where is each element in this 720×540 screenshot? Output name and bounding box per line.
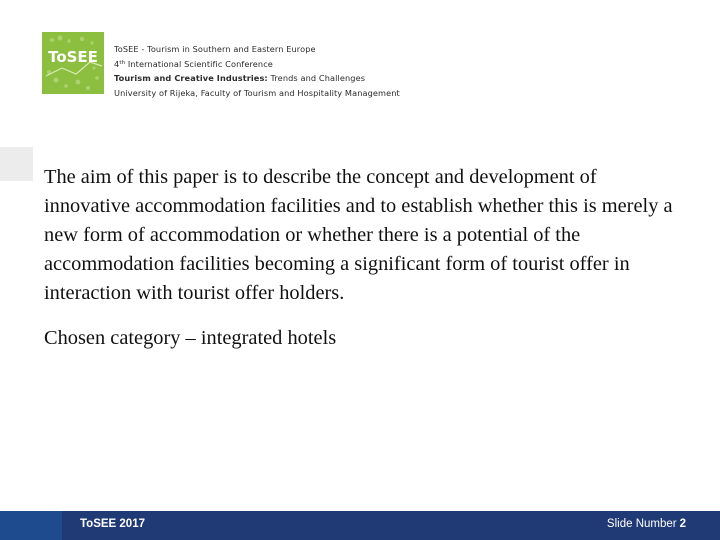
- header-line-3-bold: Tourism and Creative Industries:: [114, 73, 268, 84]
- header-line-2: [114, 57, 400, 72]
- header-line-3-text: Trends and Challenges: [267, 73, 366, 84]
- tosee-logo-graphic: [42, 32, 104, 94]
- slide-number: [607, 518, 686, 530]
- footer-event-label: ToSEE 2017: [80, 518, 145, 530]
- header-line-2-sup: th: [119, 59, 126, 66]
- body-paragraph-aim: The aim of this paper is to describe the concept and development of innovative accommodation facilities and to establish whether this is merely a new form of accommodation or whether there is a potential of the accommodation facilities becoming a significant form of tourist offer in interaction with tourist offer holders.: [44, 166, 673, 304]
- header-line-2-text: International Scientific Conference: [125, 58, 273, 69]
- conference-header: [114, 42, 400, 100]
- logo-text: ToSEE: [48, 48, 98, 66]
- slide-body: [44, 163, 684, 353]
- body-paragraph-category: Chosen category – integrated hotels: [44, 327, 337, 349]
- header-line-1: ToSEE - Tourism in Southern and Eastern Europe: [114, 44, 316, 54]
- tosee-logo: [42, 32, 104, 94]
- header-line-3: [114, 71, 400, 86]
- decorative-grey-tab: [0, 147, 33, 181]
- slide-number-value: 2: [679, 518, 686, 530]
- header-line-2-number: 4: [114, 58, 120, 69]
- slide-number-label: Slide Number: [606, 518, 677, 530]
- footer-accent: [0, 511, 62, 540]
- header-line-4: University of Rijeka, Faculty of Tourism and Hospitality Management: [114, 87, 400, 98]
